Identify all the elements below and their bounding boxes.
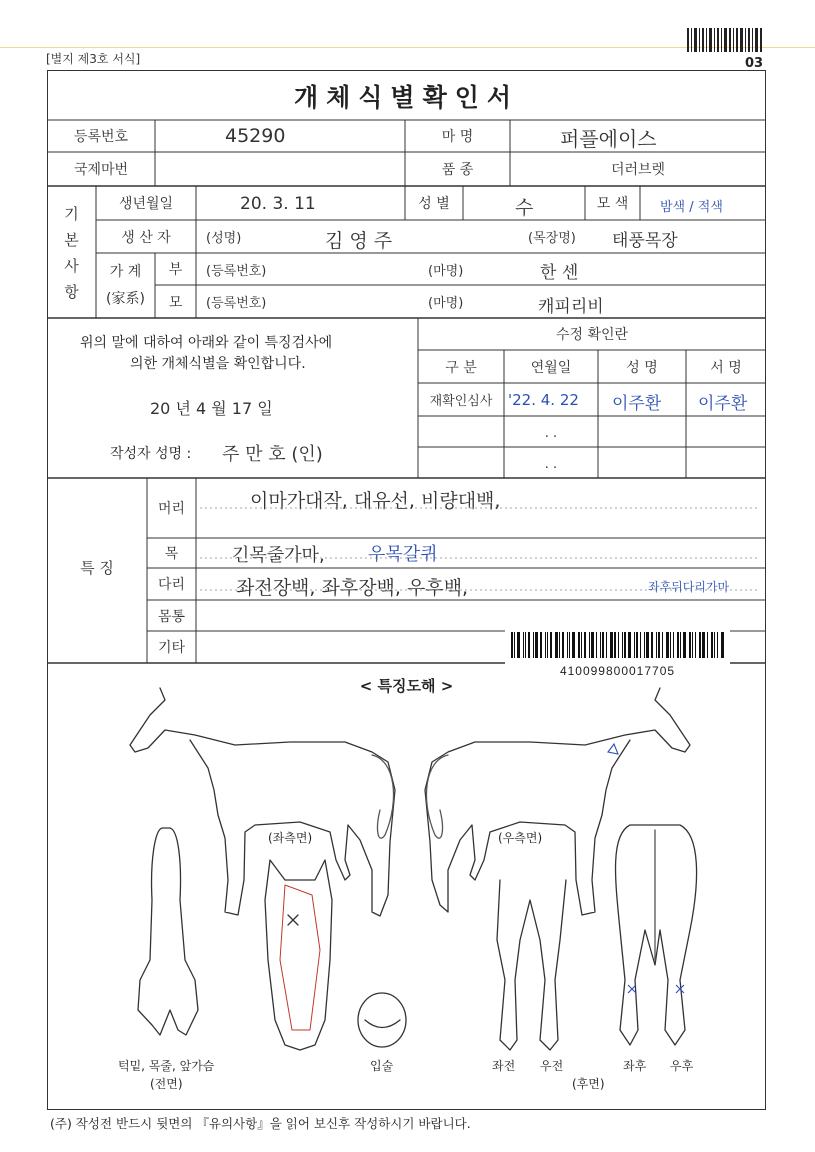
form-number: [별지 제3호 서식] [46, 52, 141, 66]
feature-head-value: 이마가대작, 대유선, 비량대백, [250, 490, 501, 512]
revision-col-type: 구 분 [445, 359, 477, 376]
color-value: 밤색 / 적색 [660, 200, 723, 215]
sire-name-label: (마명) [428, 263, 464, 279]
sire-label: 부 [168, 262, 183, 278]
caption-front: (전면) [150, 1077, 183, 1091]
birth-label: 생년월일 [118, 196, 174, 212]
dam-label: 모 [168, 294, 183, 311]
feature-neck-extra: 우목갈퀴 [368, 544, 438, 565]
feature-body-label: 몸통 [157, 608, 186, 625]
caption-left-hind: 좌후 [623, 1059, 647, 1073]
horse-name-value: 퍼플에이스 [560, 127, 657, 151]
horse-left-side [130, 688, 395, 916]
document-title: 개체식별확인서 [293, 83, 520, 112]
intl-no-label: 국제마번 [73, 162, 129, 178]
reg-no-value: 45290 [225, 125, 286, 147]
producer-name-label: (성명) [206, 231, 242, 246]
diagram-title: < 특징도해 > [359, 677, 454, 695]
basic-label-1: 기 [64, 204, 79, 223]
feature-neck-label: 목 [164, 546, 179, 562]
feature-leg-label: 다리 [157, 577, 186, 593]
feature-other-label: 기타 [157, 640, 186, 656]
revision-row-2-date: . . [544, 425, 558, 441]
feature-leg-extra: 좌후뒤다리가마 [648, 580, 730, 594]
features-label: 특 징 [80, 558, 114, 577]
feature-leg-value: 좌전장백, 좌후장백, 우후백, [236, 577, 469, 599]
revision-col-name: 성 명 [626, 359, 658, 376]
revision-col-date: 연월일 [530, 359, 572, 376]
basic-label-4: 항 [64, 282, 79, 301]
caption-lips: 입술 [370, 1059, 394, 1073]
confirmation-date: 20 년 4 월 17 일 [150, 399, 273, 418]
dam-name-label: (마명) [428, 296, 464, 311]
sire-reg-no-label: (등록번호) [206, 263, 267, 279]
revision-row-3-date: . . [544, 456, 558, 472]
revision-row-1-type: 재확인심사 [429, 394, 493, 409]
dam-reg-no-label: (등록번호) [206, 296, 267, 311]
farm-label: (목장명) [528, 231, 576, 246]
caption-right-hind: 우후 [670, 1059, 694, 1073]
horse-head-front [265, 860, 332, 1050]
author-label: 작성자 성명 : [110, 446, 192, 462]
statement-line-2: 의한 개체식별을 확인합니다. [130, 356, 306, 372]
lineage-sub-label: (家系) [106, 291, 145, 307]
revision-row-1-date: '22. 4. 22 [508, 391, 579, 409]
breed-label: 품 종 [441, 162, 474, 178]
producer-label: 생 산 자 [121, 229, 171, 246]
breed-value: 더러브렛 [610, 162, 666, 178]
caption-right-side: (우측면) [498, 831, 543, 845]
footnote: (주) 작성전 반드시 뒷면의 『유의사항』을 읽어 보신후 작성하시기 바랍니다. [50, 1116, 471, 1131]
page-number: 03 [745, 56, 764, 71]
producer-name-value: 김 영 주 [325, 230, 393, 252]
farm-value: 태풍목장 [612, 231, 678, 251]
basic-label-2: 본 [64, 230, 79, 249]
feature-head-label: 머리 [157, 501, 186, 517]
lineage-label: 가 계 [109, 264, 142, 280]
caption-right-fore: 우전 [540, 1059, 564, 1073]
revision-row-1-name: 이주환 [612, 394, 662, 414]
revision-title: 수정 확인란 [555, 327, 629, 343]
barcode-number: 410099800017705 [559, 664, 676, 678]
horse-name-label: 마 명 [441, 129, 474, 145]
reg-no-label: 등록번호 [73, 129, 129, 145]
horse-front-neck [138, 828, 198, 1035]
sire-name-value: 한 센 [540, 263, 579, 283]
dam-name-value: 캐피리비 [538, 297, 604, 317]
caption-left-fore: 좌전 [492, 1059, 516, 1073]
horse-right-side [425, 688, 690, 915]
birth-value: 20. 3. 11 [240, 194, 316, 214]
basic-label-3: 사 [64, 256, 79, 275]
caption-rear: (후면) [572, 1077, 605, 1091]
sex-value: 수 [515, 197, 534, 219]
color-label: 모 색 [596, 196, 629, 212]
revision-col-sign: 서 명 [710, 359, 742, 376]
feature-neck-value: 긴목줄가마, [232, 545, 325, 566]
caption-front-parts: 턱밑, 목줄, 앞가슴 [118, 1059, 215, 1073]
horse-front-legs [497, 880, 566, 1050]
author-value: 주 만 호 (인) [222, 444, 323, 465]
revision-row-1-sign: 이주환 [698, 394, 748, 414]
statement-line-1: 위의 말에 대하여 아래와 같이 특징검사에 [80, 335, 333, 351]
horse-rear [616, 825, 697, 1045]
sex-label: 성 별 [418, 196, 450, 212]
caption-left-side: (좌측면) [268, 831, 313, 845]
